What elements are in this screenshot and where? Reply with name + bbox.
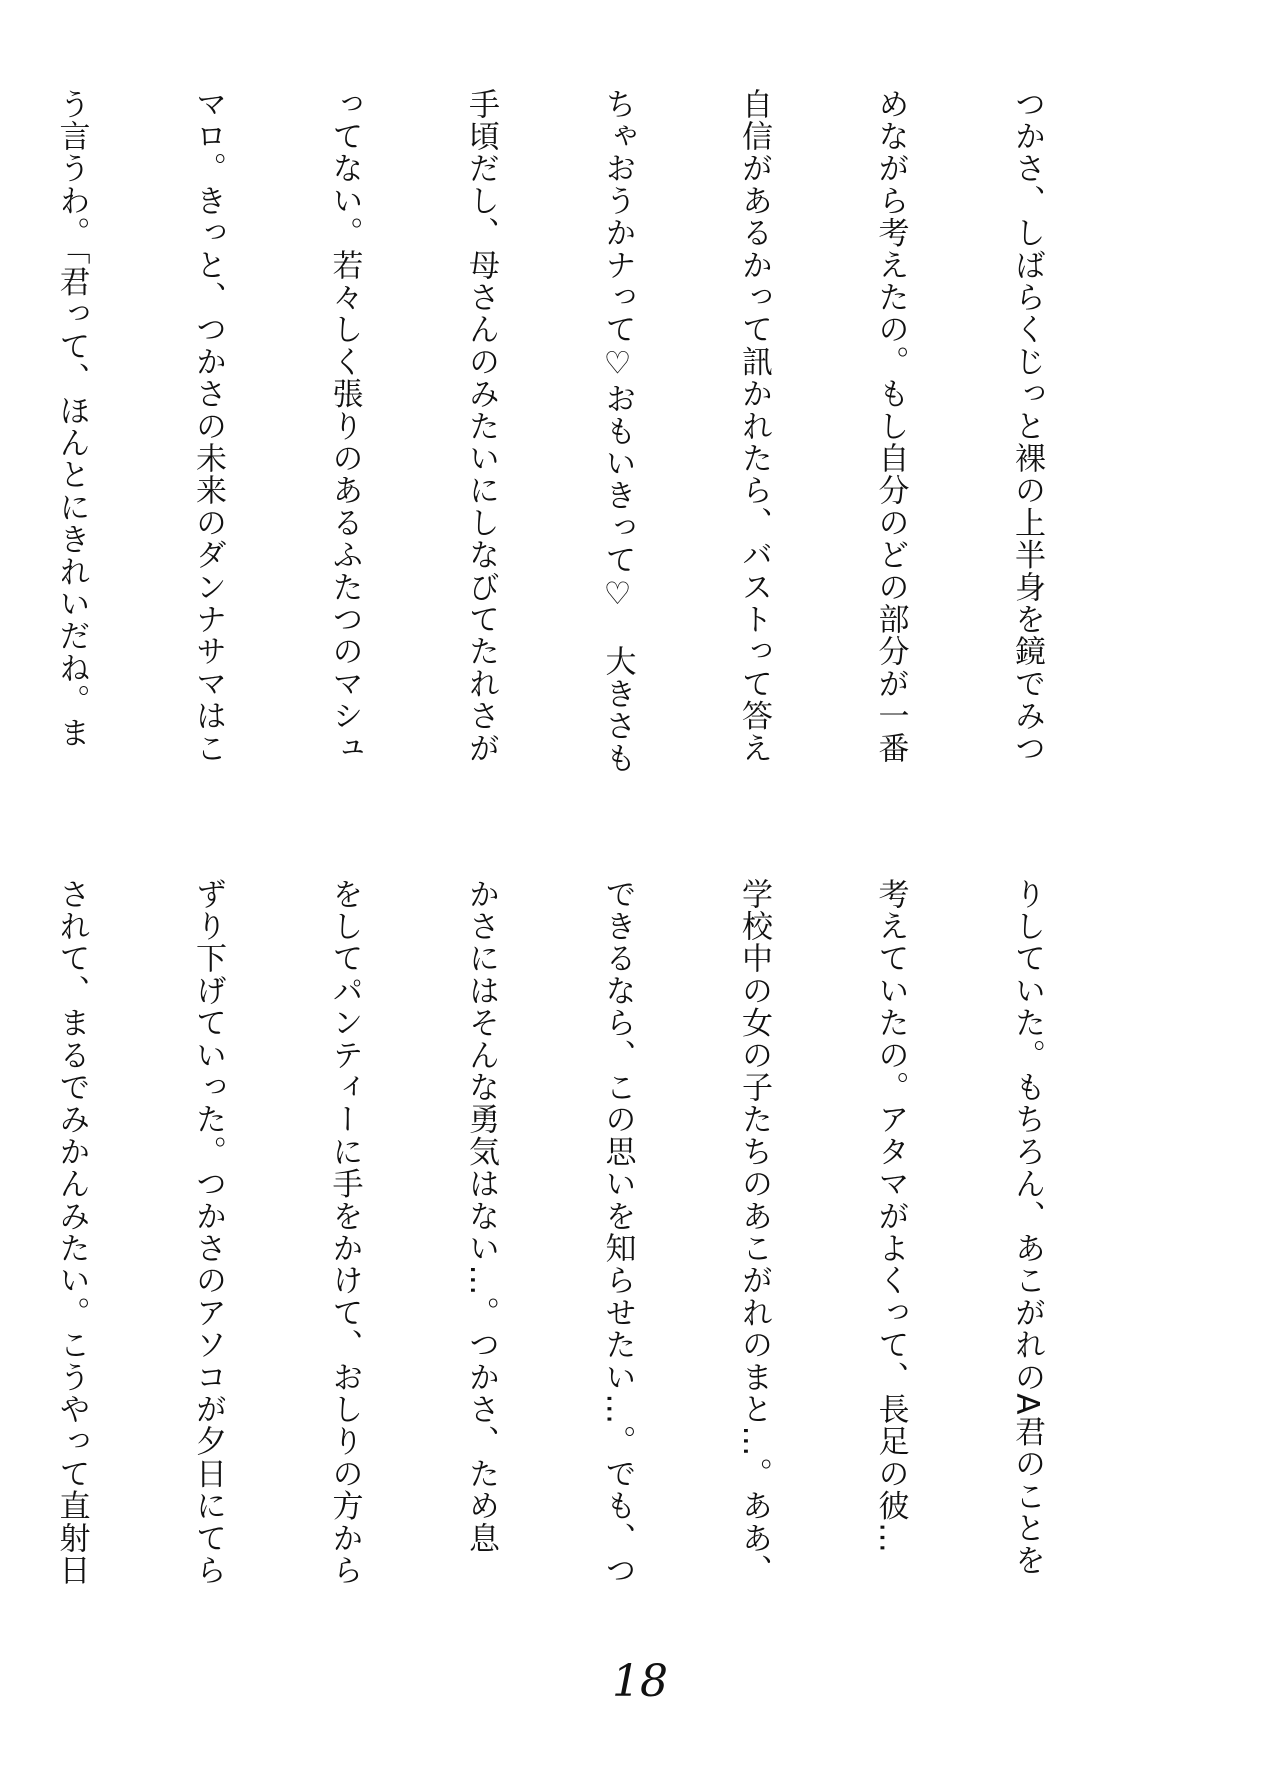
text-line: ってない。若々しく張りのあるふたつのマシュ: [326, 88, 363, 765]
text-line: 自信があるかって訊かれたら、バストって答え: [736, 88, 772, 765]
text-line: 考えていたの。アタマがよくって、長足の彼…: [872, 878, 909, 1555]
text-line: できるなら、この思いを知らせたい…。でも、つ: [599, 878, 636, 1587]
text-line: をしてパンティーに手をかけて、おしりの方から: [326, 878, 363, 1587]
text-line: されて、まるでみかんみたい。こうやって直射日: [53, 878, 90, 1587]
text-line: 学校中の女の子たちのあこがれのまと…。ああ、: [736, 878, 772, 1587]
text-line: マロ。きっと、つかさの未来のダンナサマはこ: [190, 88, 226, 765]
text-line: ずり下げていった。つかさのアソコが夕日にてら: [190, 878, 226, 1587]
text-line: ちゃおうかナって♡おもいきって♡ 大きさも: [599, 88, 636, 775]
text-line: めながら考えたの。もし自分のどの部分が一番: [872, 88, 909, 765]
text-line: りしていた。もちろん、あこがれのA君のことを: [1009, 878, 1045, 1577]
text-block-top: [53, 88, 1140, 813]
text-line: かさにはそんな勇気はない…。つかさ、ため息: [463, 878, 499, 1555]
page-number: 18: [612, 1656, 668, 1707]
text-line: つかさ、しばらくじっと裸の上半身を鏡でみつ: [1009, 88, 1045, 765]
text-block-bottom: [53, 878, 1140, 1587]
text-line: う言うわ。「君って、ほんとにきれいだね。ま: [53, 88, 90, 749]
text-line: 手頃だし、母さんのみたいにしなびてたれさが: [463, 88, 499, 765]
